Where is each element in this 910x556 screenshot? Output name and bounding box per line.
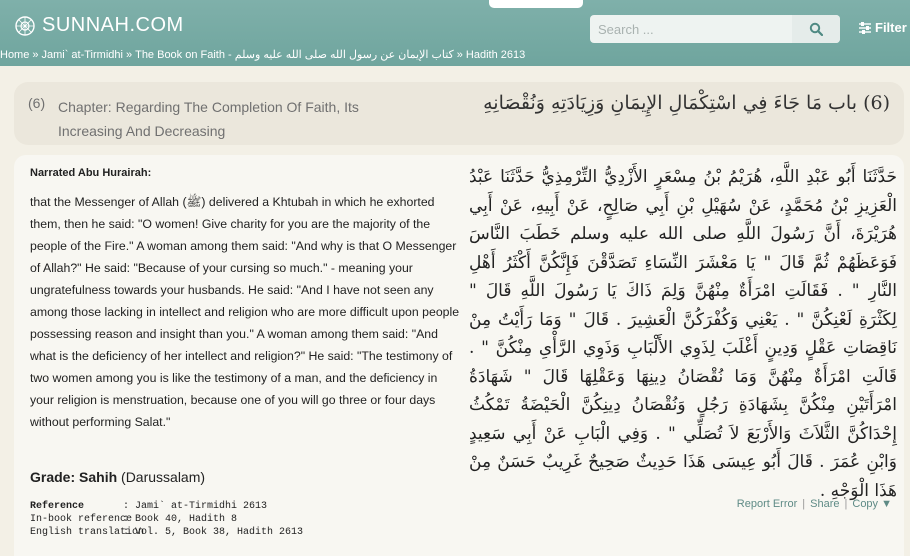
- search-button[interactable]: [792, 15, 840, 43]
- site-name: SUNNAH.COM: [42, 14, 184, 36]
- reference-label: In-book reference: [30, 514, 133, 525]
- chapter-title-ar: [483, 92, 890, 114]
- share-link[interactable]: Share: [810, 498, 840, 510]
- chapter-number-ar: (6): [863, 92, 890, 114]
- reference-value: : Jami` at-Tirmidhi 2613: [123, 501, 268, 512]
- breadcrumb-separator: »: [125, 49, 133, 61]
- action-separator: |: [802, 498, 806, 510]
- reference-row: [30, 500, 303, 513]
- reference-value: : Vol. 5, Book 38, Hadith 2613: [123, 527, 304, 538]
- hadith-arabic-text: حَدَّثَنَا أَبُو عَبْدِ اللَّهِ، هُرَيْمُ بْنُ مِسْعَرٍ الأَزْدِيُّ التِّرْمِذِيُّ حَدَّثَنَا عَبْدُ الْعَزِيزِ بْنُ مُحَمَّدٍ، عَنْ سُهَيْلِ بْنِ أَبِي صَالِحٍ، عَنْ أَبِيهِ، عَنْ أَبِي هُرَيْرَةَ، أَنَّ رَسُولَ اللَّهِ صلى الله عليه وسلم خَطَبَ النَّاسَ فَوَعَظَهُمْ ثُمَّ قَالَ ‏"‏ يَا مَعْشَرَ النِّسَاءِ تَصَدَّقْنَ فَإِنَّكُنَّ أَكْثَرُ أَهْلِ النَّارِ ‏"‏ ‏.‏ فَقَالَتِ امْرَأَةٌ مِنْهُنَّ وَلِمَ ذَاكَ يَا رَسُولَ اللَّهِ قَالَ ‏"‏ لِكَثْرَةِ لَعْنِكُنَّ ‏"‏ ‏.‏ يَعْنِي وَكُفْرَكُنَّ الْعَشِيرَ ‏.‏ قَالَ ‏"‏ وَمَا رَأَيْتُ مِنْ نَاقِصَاتِ عَقْلٍ وَدِينٍ أَغْلَبَ لِذَوِي الأَلْبَابِ وَذَوِي الرَّأْىِ مِنْكُنَّ ‏"‏ ‏.‏ قَالَتِ امْرَأَةٌ مِنْهُنَّ وَمَا نُقْصَانُ دِينِهَا وَعَقْلِهَا قَالَ ‏"‏ شَهَادَةُ امْرَأَتَيْنِ مِنْكُنَّ بِشَهَادَةِ رَجُلٍ وَنُقْصَانُ دِينِكُنَّ الْحَيْضَةُ تَمْكُثُ إِحْدَاكُنَّ الثَّلاَثَ وَالأَرْبَعَ لاَ تُصَلِّي ‏"‏ ‏.‏ وَفِي الْبَابِ عَنْ أَبِي سَعِيدٍ وَابْنِ عُمَرَ ‏.‏ قَالَ أَبُو عِيسَى هَذَا حَدِيثٌ صَحِيحٌ غَرِيبٌ حَسَنٌ مِنْ هَذَا الْوَجْهِ ‏.‏: [469, 167, 897, 501]
- report-error-link[interactable]: Report Error: [736, 498, 798, 510]
- filter-label: Filter: [875, 20, 907, 35]
- reference-row: [30, 526, 303, 539]
- breadcrumb-book[interactable]: The Book on Faith - كتاب الإيمان عن رسول الله صلى الله عليه وسلم: [135, 49, 454, 61]
- grade-label: Grade:: [30, 469, 76, 485]
- top-tab[interactable]: [489, 0, 583, 8]
- breadcrumb-separator: »: [456, 49, 463, 61]
- search-input[interactable]: [598, 19, 788, 39]
- hadith-grade: [30, 469, 205, 485]
- search-icon: [809, 22, 823, 36]
- reference-label: English translation: [30, 527, 145, 538]
- action-separator: |: [844, 498, 848, 510]
- reference-value: : Book 40, Hadith 8: [123, 514, 238, 525]
- chapter-title-ar-text: باب مَا جَاءَ فِي اسْتِكْمَالِ الإِيمَانِ وَزِيَادَتِهِ وَنُقْصَانِهِ: [483, 92, 858, 114]
- copy-dropdown[interactable]: Copy ▼: [852, 498, 892, 510]
- filter-button[interactable]: [858, 20, 907, 35]
- breadcrumb-collection[interactable]: Jami` at-Tirmidhi: [41, 49, 123, 61]
- breadcrumb: [0, 45, 910, 66]
- chapter-title-en: Chapter: Regarding The Completion Of Faith, Its Increasing And Decreasing: [58, 99, 359, 139]
- site-logo[interactable]: [14, 14, 184, 37]
- chapter-number-en: (6): [28, 95, 46, 111]
- breadcrumb-home[interactable]: Home: [0, 49, 30, 61]
- hadith-narrator: Narrated Abu Hurairah:: [30, 167, 152, 179]
- hadith-actions: [737, 498, 892, 510]
- grade-value: Sahih: [79, 469, 118, 485]
- logo-ornament-icon: [14, 15, 36, 37]
- site-header: [0, 0, 910, 66]
- reference-row: [30, 513, 303, 526]
- hadith-english-text: that the Messenger of Allah (ﷺ) delivered a Khtubah in which he exhorted them, then he said: "O women! Give charity for you are the majority of the people of the Fire." A woman among them said: "And why is that O Messenger of Allah?" He said: "Because of your cursing so much." - meaning your ungratefulness towards your husbands. He said: "And I have not seen any among those lacking in intellect and religion who are more difficult upon people possessing reason and insight than you." A woman among them said: "And what is the deficiency of her intellect and religion?" He said: "The testimony of two women among you is like the testimony of a man, and the deficiency in your religion is menstruation, because one of you will go three or four days without performing Salat.": [30, 195, 460, 429]
- search-bar: [590, 15, 840, 43]
- breadcrumb-separator: »: [32, 49, 39, 61]
- breadcrumb-current: Hadith 2613: [465, 49, 526, 61]
- grade-source: (Darussalam): [121, 469, 206, 485]
- reference-label: Reference: [30, 501, 85, 512]
- sliders-icon: [858, 22, 872, 34]
- reference-table: [30, 500, 303, 539]
- hadith-container: [14, 155, 904, 556]
- chapter-header: [14, 82, 904, 145]
